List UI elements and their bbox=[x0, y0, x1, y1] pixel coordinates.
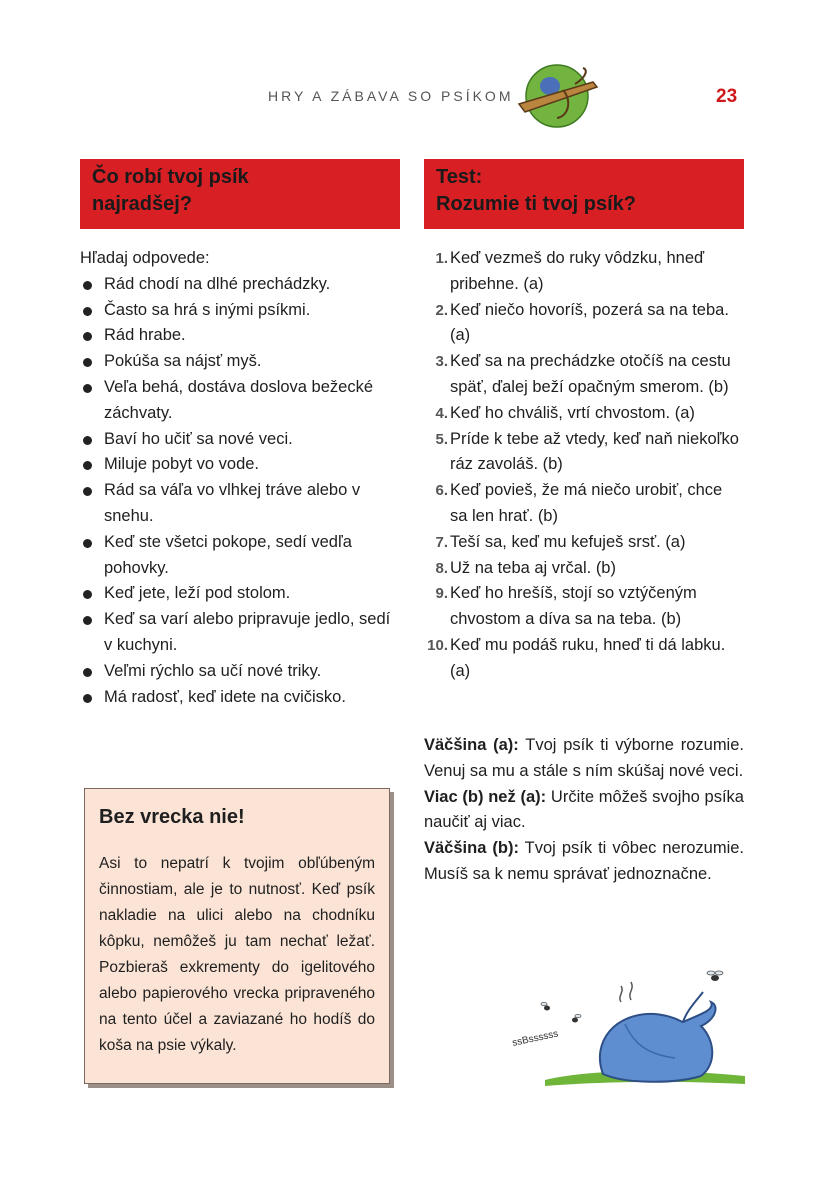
list-item: Veľmi rýchlo sa učí nové triky. bbox=[80, 659, 400, 685]
list-item: Baví ho učiť sa nové veci. bbox=[80, 427, 400, 453]
question-text: Keď ho chváliš, vrtí chvostom. (a) bbox=[450, 403, 695, 422]
question-text: Teší sa, keď mu kefuješ srsť. (a) bbox=[450, 532, 686, 551]
running-header: HRY A ZÁBAVA SO PSÍKOM bbox=[268, 88, 514, 104]
section-title-banner-right bbox=[424, 159, 744, 229]
info-box-title: Bez vrecka nie! bbox=[99, 806, 245, 828]
list-item: Miluje pobyt vo vode. bbox=[80, 452, 400, 478]
intro-text: Hľadaj odpovede: bbox=[80, 249, 210, 267]
section-title-line: Rozumie ti tvoj psík? bbox=[436, 193, 637, 215]
question-item bbox=[424, 349, 744, 401]
right-column bbox=[424, 246, 744, 685]
result-text: Tvoj psík ti vôbec nerozumie. Musíš sa k nemu správať jednoznačne. bbox=[424, 839, 744, 883]
result-paragraph bbox=[424, 836, 744, 888]
question-text: Keď sa na prechádzke otočíš na cestu späť, ďalej beží opačným smerom. (b) bbox=[450, 352, 731, 396]
question-number: 8. bbox=[435, 559, 448, 577]
result-paragraph bbox=[424, 785, 744, 837]
info-box-text: Asi to nepatrí k tvojim obľúbeným činnostiam, ale je to nutnosť. Keď psík nakladie na ulici alebo na chodníku kôpku, nemôžeš ju tam nechať ležať. Pozbieraš exkrementy do igelitového alebo papierového vrecka pripraveného na tento účel a zaviazané ho hodíš do koša na psie výkaly. bbox=[99, 855, 375, 1054]
question-number: 6. bbox=[435, 482, 448, 500]
question-item bbox=[424, 478, 744, 530]
question-number: 1. bbox=[435, 250, 448, 267]
list-item: Rád hrabe. bbox=[80, 323, 400, 349]
question-text: Keď povieš, že má niečo urobiť, chce sa len hrať. (b) bbox=[450, 481, 723, 525]
result-text: Tvoj psík ti výborne rozumie. Venuj sa mu a stále s ním skúšaj nové veci. bbox=[424, 736, 744, 780]
page-number: 23 bbox=[716, 86, 738, 107]
list-item: Rád sa váľa vo vlhkej tráve alebo v snehu. bbox=[80, 478, 400, 530]
question-number: 3. bbox=[435, 353, 448, 371]
question-number: 10. bbox=[427, 636, 448, 654]
question-text: Keď mu podáš ruku, hneď ti dá labku. (a) bbox=[450, 635, 726, 680]
result-paragraph bbox=[424, 733, 744, 785]
result-label: Väčšina (b): bbox=[424, 839, 519, 858]
question-item bbox=[424, 556, 744, 582]
section-title-banner-left bbox=[80, 159, 400, 229]
section-title-line: Čo robí tvoj psík bbox=[92, 166, 249, 188]
waste-bag-illustration bbox=[505, 962, 750, 1092]
list-item: Pokúša sa nájsť myš. bbox=[80, 349, 400, 375]
question-text: Už na teba aj vrčal. (b) bbox=[450, 558, 616, 577]
question-item bbox=[424, 427, 744, 479]
result-label: Viac (b) než (a): bbox=[424, 787, 547, 806]
left-column bbox=[80, 246, 400, 710]
list-item: Často sa hrá s inými psíkmi. bbox=[80, 298, 400, 324]
dog-toy-illustration bbox=[517, 60, 599, 132]
section-title-line: Test: bbox=[436, 166, 483, 188]
question-item bbox=[424, 633, 744, 685]
question-item bbox=[424, 298, 744, 350]
list-item: Keď jete, leží pod stolom. bbox=[80, 581, 400, 607]
buzz-sound-text: ssBssssss bbox=[511, 1028, 560, 1049]
question-item bbox=[424, 581, 744, 633]
list-item: Keď sa varí alebo pripravuje jedlo, sedí v kuchyni. bbox=[80, 607, 400, 659]
section-title-line: najradšej? bbox=[92, 193, 193, 215]
fly-icon bbox=[572, 1014, 581, 1022]
question-text: Keď vezmeš do ruky vôdzku, hneď pribehne. (a) bbox=[450, 249, 705, 293]
question-list bbox=[424, 246, 744, 685]
question-number: 4. bbox=[435, 404, 448, 422]
question-number: 2. bbox=[435, 301, 448, 319]
bag-icon bbox=[600, 1002, 716, 1082]
result-label: Väčšina (a): bbox=[424, 736, 519, 754]
question-text: Keď ho hrešíš, stojí so vztýčeným chvostom a díva sa na teba. (b) bbox=[450, 584, 697, 629]
question-item bbox=[424, 530, 744, 556]
question-text: Príde k tebe až vtedy, keď naň niekoľko ráz zavoláš. (b) bbox=[450, 429, 739, 474]
question-number: 9. bbox=[435, 585, 448, 603]
list-item: Veľa behá, dostáva doslova bežecké záchvaty. bbox=[80, 375, 400, 427]
list-item: Má radosť, keď idete na cvičisko. bbox=[80, 685, 400, 711]
list-item: Keď ste všetci pokope, sedí vedľa pohovky. bbox=[80, 530, 400, 582]
question-text: Keď niečo hovoríš, pozerá sa na teba. (a) bbox=[450, 300, 729, 345]
question-item bbox=[424, 401, 744, 427]
result-text: Určite môžeš svojho psíka naučiť aj viac. bbox=[424, 787, 744, 832]
test-results bbox=[424, 733, 744, 888]
info-box bbox=[84, 788, 390, 1084]
bullet-list bbox=[80, 272, 400, 711]
question-number: 7. bbox=[435, 533, 448, 551]
fly-icon bbox=[707, 971, 723, 981]
question-number: 5. bbox=[435, 430, 448, 448]
list-item: Rád chodí na dlhé prechádzky. bbox=[80, 272, 400, 298]
fly-icon bbox=[541, 1002, 550, 1010]
question-item bbox=[424, 246, 744, 298]
